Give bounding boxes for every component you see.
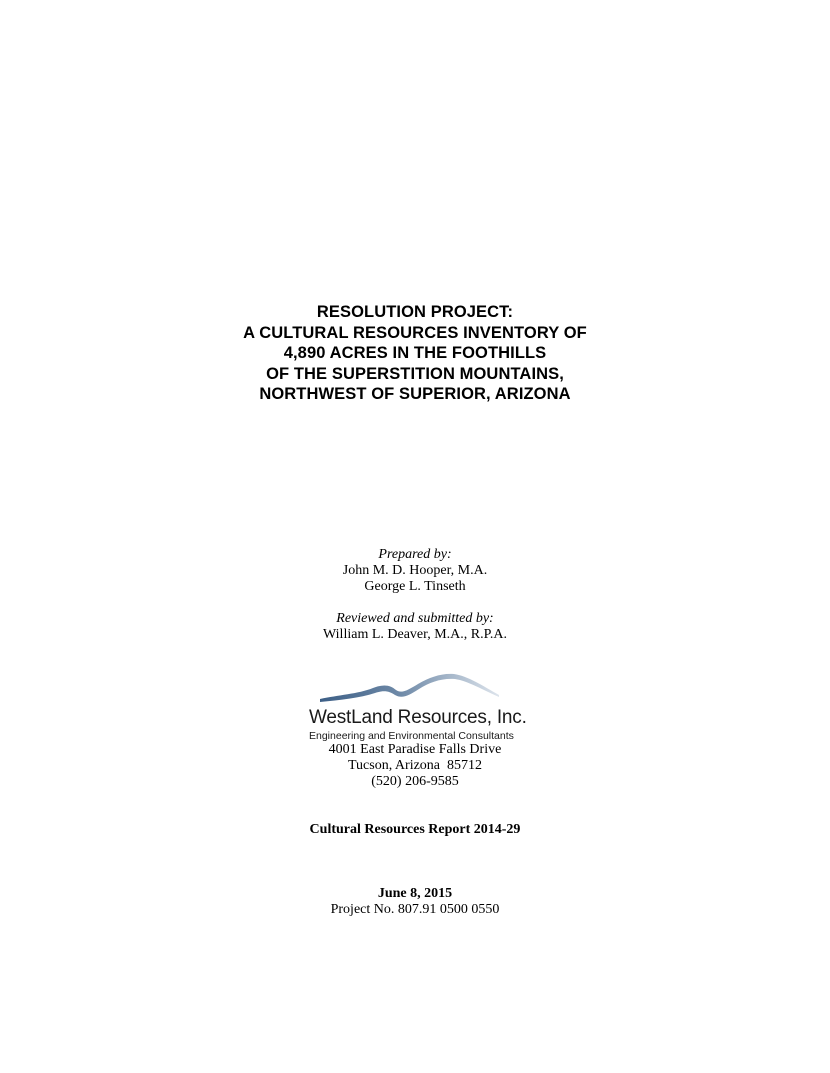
title-line: 4,890 ACRES IN THE FOOTHILLS	[283, 344, 547, 362]
reviewer-name: William L. Deaver, M.A., R.P.A.	[323, 627, 507, 642]
mountain-swoosh-logo-icon	[318, 668, 502, 704]
reviewed-by-label: Reviewed and submitted by:	[336, 611, 494, 626]
phone-number: (520) 206-9585	[371, 774, 459, 789]
project-number: Project No. 807.91 0500 0550	[330, 902, 500, 917]
title-line: RESOLUTION PROJECT:	[316, 303, 514, 321]
title-line: NORTHWEST OF SUPERIOR, ARIZONA	[259, 385, 571, 403]
author-name: George L. Tinseth	[364, 579, 466, 594]
address-line: 4001 East Paradise Falls Drive	[328, 742, 502, 757]
title-line: A CULTURAL RESOURCES INVENTORY OF	[243, 323, 587, 342]
author-name: John M. D. Hooper, M.A.	[342, 563, 488, 578]
report-number: Cultural Resources Report 2014-29	[309, 822, 521, 837]
prepared-by-label: Prepared by:	[378, 547, 452, 562]
report-title	[0, 302, 830, 405]
title-line: OF THE SUPERSTITION MOUNTAINS,	[266, 364, 564, 383]
report-date: June 8, 2015	[377, 886, 453, 901]
address-line: Tucson, Arizona 85712	[347, 758, 483, 773]
company-name: WestLand Resources, Inc.	[309, 707, 527, 728]
company-tagline: Engineering and Environmental Consultants	[309, 730, 514, 742]
